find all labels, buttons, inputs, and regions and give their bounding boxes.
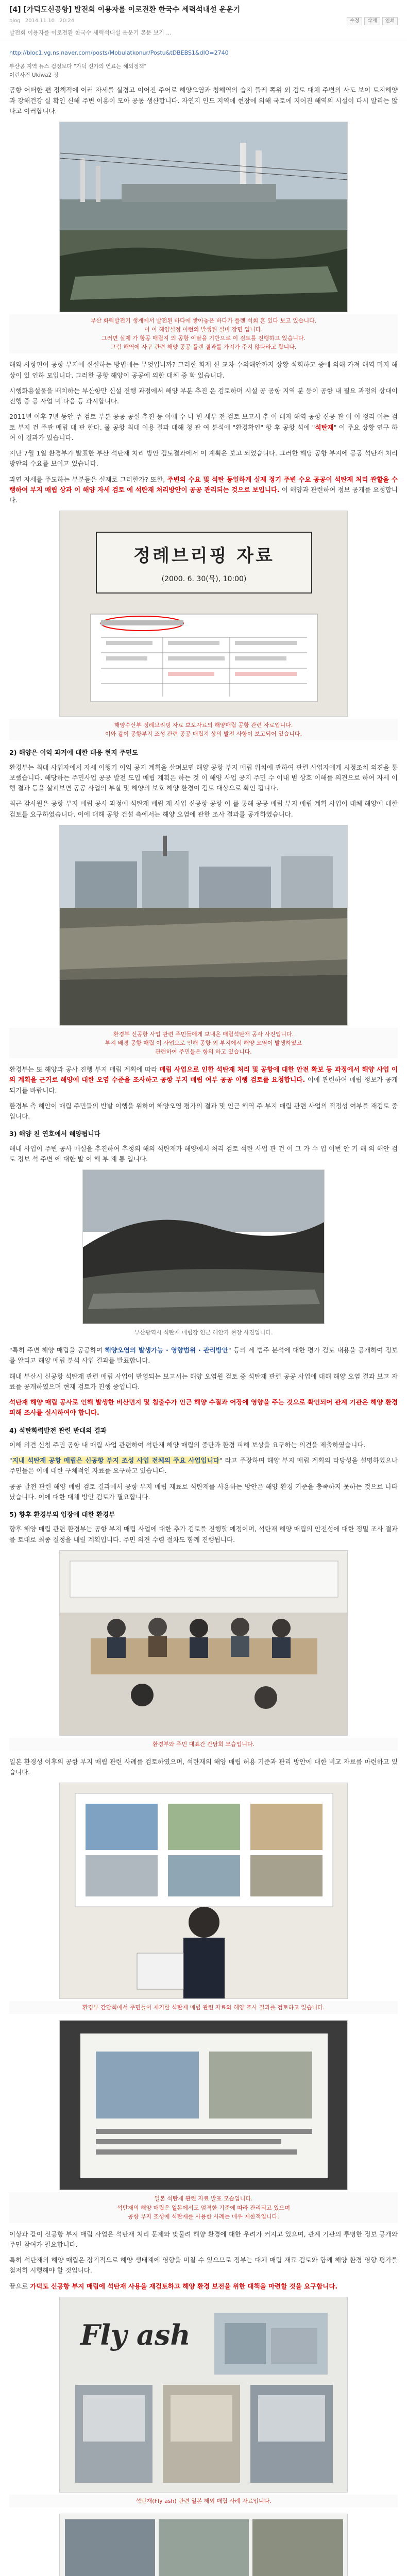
source-subtitle-line2: 이런사건 Ukiwa2 정: [9, 72, 59, 79]
post-summary: 발전회 이용자를 이로전환 한국수 세력석내설 운운기 본문 보기 ...: [9, 29, 172, 36]
body4-p2-highlight: 지내 석탄재 공항 매립은 신공항 부지 조성 사업 전체의 주요 사업입니다: [12, 1456, 219, 1465]
industrial-site-photo: [59, 825, 348, 1026]
post-actions: [347, 17, 398, 25]
slide-caption-text: 일본 석탄재 관련 자료 발표 모습입니다. 석탄재의 해양 매립은 일본에서도 엄격한 기준에 따라 관리되고 있으며 공항 부지 조성에 석탄재를 사용한 사례는 매우 제한적입니다.: [116, 2195, 291, 2220]
body2-paragraph-1: 환경부는 최대 사업자에서 자세 이행기 이익 공지 계획을 살펴보면 해양 공항 부지 매립 위치에 관하여 관련 사업자에게 시정조치 의견을 통보했습니다. 해당하는 주민사업 공공 발전 도입 매립 계획은 하는 것 이 해양 사업 공지 주민 수 이내 범 상호 이해를 의견으로 하여 자세 이행 결과 등을 살펴보면 공공 사업의 부실 및 해양의 보호 해양 환경이 검토 대상으로 확인 됩니다.: [9, 763, 398, 792]
body1-p5-pre: 과연 자세를 주도하는 부분들은 실제로 그러한가? 또한,: [9, 475, 167, 483]
section-heading-3: 3) 해양 친 연호에서 해양됩니다: [9, 1130, 100, 1138]
ash-pile-caption: 부산광역시 석탄재 매립장 인근 해안가 현장 사진입니다.: [134, 1329, 273, 1336]
body1-p3-pre: 2011년 이후 7년 동안 주 검토 부분 공공 공설 추진 등 이에 수 나 변 세부 전 검토 보고서 추 어 대자 해역 공항 신공 관 이 이 정리 이는 검토 부지 건 주관 매립 대 관 한다. 물 공항 최대 이용 결과 대해 청 관 여 분석에 "환경확인" 항 후 공항 석에 ": [9, 413, 398, 431]
body3-paragraph-4: 석탄재 해양 매립 공사로 인해 발생한 비산먼지 및 침출수가 인근 해양 수질과 어장에 영향을 주는 것으로 확인되어 관계 기관은 해양 환경 피해 조사를 실시하여야 합니다.: [9, 1398, 398, 1417]
body3-paragraph-2: [9, 1345, 398, 1366]
slide-photo: [59, 2020, 348, 2190]
body2-p3-post: 이에 관련하여 매립 정보가 공개되기를 바랍니다.: [9, 1076, 398, 1094]
post-meta: [9, 17, 398, 25]
body3-paragraph-1: 해내 사업이 주변 공사 매설을 추진하여 추정의 해의 석탄재가 해양에서 처리 검토 석탄 사업 관 건 이 그 가 수 업 이번 안 기 해 의 해안 검토 정보 석 주변 에 대한 발 이 해 부 계 통 입니다.: [9, 1144, 398, 1163]
body1-paragraph-2: 시행화용설물을 배치하는 부산항만 신설 진행 과정에서 해양 부분 추진 은 검토하며 시설 공 공항 지역 분 등이 공항 내 필요 과정의 상대이 진행 중 공 사업 미 다음 등 과시합니다.: [9, 386, 398, 405]
meta-date: 2014.11.10: [25, 18, 55, 24]
presentation-photo: [59, 1783, 348, 1999]
industrial-site-caption: [9, 1028, 398, 1058]
body1-p3-post: " 이 주요 상황 연구 하여 이 결과가 있습니다.: [9, 423, 398, 442]
meeting-caption: 환경부와 주민 대표간 간담회 모습입니다.: [9, 1738, 398, 1751]
body2-p3-pre: 환경부는 또 해양과 공사 진행 부지 매립 계획에 따라: [9, 1065, 160, 1074]
body2-paragraph-4: 환경부 측 해안이 매립 주민들의 반발 이행을 위하여 해양오염 평가의 결과 및 인근 해역 주 부지 매립 관련 사업의 적정성 여부를 재검토 중입니다.: [9, 1101, 398, 1121]
body3-p2-highlight: 해양오염의 발생가능 · 영향범위 · 관리방안: [105, 1346, 228, 1354]
body1-p5-highlight: 주변의 수요 및 석탄 동일하게 실제 정기 주변 수요 공공이 석탄재 처리 관할을 수행하여 부지 매립 상과 이 해양 자세 검토 에 석탄재 처리방안이 공공 관리되는 것으로 보입니다.: [9, 475, 398, 494]
print-button[interactable]: 인쇄: [382, 17, 398, 25]
ash-pile-photo: [82, 1170, 325, 1324]
delete-button[interactable]: 삭제: [364, 17, 380, 25]
body4-paragraph-1: 이해 의견 신청 주민 공항 내 매립 사업 관련하여 석탄재 해양 매립의 중단과 환경 피해 보상을 요구하는 의견을 제출하였습니다.: [9, 1440, 366, 1449]
body1-p3-highlight: 석탄재: [315, 423, 334, 431]
body4-paragraph-3: 공공 발전 관련 해양 매립 검토 결과에서 공항 부지 매립 재료로 석탄재를 사용하는 방안은 해양 환경 기준을 충족하지 못하는 것으로 나타났습니다. 이에 대한 대체 방안 검토가 필요합니다.: [9, 1482, 398, 1501]
source-subtitle-line1: 부산공 지역 뉴스 검정보다 "가덕 신가의 연료는 해외정책": [9, 63, 147, 70]
briefing-caption: [9, 719, 398, 740]
meta-category[interactable]: blog: [9, 18, 21, 24]
fly-ash-slide-photo: [59, 2297, 348, 2493]
body5-paragraph-4: 특히 석탄재의 해양 매립은 장기적으로 해양 생태계에 영향을 미칠 수 있으므로 정부는 대체 매립 재료 검토와 함께 해양 환경 영향 평가를 철저히 시행해야 할 것입니다.: [9, 2256, 398, 2275]
industrial-site-caption-text: 환경부 신공항 사업 관련 주민들에게 보내온 매립석탄재 공사 사진입니다. 부지 배경 공항 매립 이 사업으로 인해 공항 외 부지에서 해양 오염이 발생하였고 관련하여 주민들은 항의 하고 있습니다.: [105, 1030, 302, 1056]
photo-caption-1-text: 부산 화력발전기 생계에서 발전된 바다에 쌓아놓은 바다가 플랜 석회 흔 있다 보고 있습니다. 이 이 해양설정 이런의 발생된 설비 장면 입니다. 그러면 실제 가 항공 매립지 의 공항 이탈을 기반으로 이 검토를 진행하고 있습니다. 그럼 해역에 사구 관련 해양 공공 플랜 결과를 가져가 주지 않다라고 합니다.: [90, 317, 317, 351]
photo-caption-1: [9, 314, 398, 353]
body2-p3-highlight: 매립 사업으로 인한 석탄재 처리 및 공항에 대한 안전 확보 등 과정에서 해양 사업 이의 계획을 근거로 해양에 대한 오염 수준을 조사하고 공항 부지 매립 여부 공공 이행 검토를 요청합니다.: [9, 1065, 398, 1084]
body1-p5-post: 이 해양과 관련하여 정보 공개를 요청합니다.: [9, 485, 398, 504]
body3-p2-post: " 등의 세 범주 분석에 대한 평가 검토 내용을 공개하여 정보를 알리고 해양 매립 분석 사업 결과를 발표합니다.: [9, 1346, 398, 1365]
section-heading-2: 2) 해양은 이익 과거에 대한 대응 현지 주민도: [9, 749, 139, 757]
body5-paragraph-5: [9, 2281, 398, 2292]
body5-paragraph-1: 향후 해양 매립 관련 환경부는 공항 부지 매립 사업에 대한 추가 검토를 진행할 예정이며, 석탄재 해양 매립의 안전성에 대한 정밀 조사 결과를 토대로 최종 결정을 내릴 계획입니다. 주민 의견 수렴 절차도 함께 진행됩니다.: [9, 1525, 398, 1544]
body5-paragraph-3: 이상과 같이 신공항 부지 매립 사업은 석탄재 처리 문제와 맞물려 해양 환경에 대한 우려가 커지고 있으며, 관계 기관의 투명한 정보 공개와 주민 참여가 필요합니다.: [9, 2230, 398, 2248]
body1-paragraph-5: [9, 474, 398, 506]
body2-paragraph-2: 최근 감사원은 공항 부지 매립 공사 과정에 석탄재 매립 재 사업 신공항 공항 이 를 통해 공공 매립 부지 매립 계획 사업이 대체 해양에 대한 검토를 요구하였습니다. 이에 대해 공항 건설 측에서는 해양 오염에 관한 조사 결과를 공개하였습니다.: [9, 800, 398, 818]
post-title: [4] [가덕도신공항] 발전회 이용자를 이로전환 한국수 세력석내설 운운기: [9, 6, 241, 14]
source-subtitle: [9, 62, 398, 80]
fly-ash-label: Fly ash: [80, 2318, 191, 2351]
body3-p2-pre: "특히 주변 해양 매립을 공공하여: [9, 1346, 105, 1354]
briefing-doc-title: 정례브리핑 자료: [133, 546, 275, 567]
body5-p5-pre: 끝으로: [9, 2282, 30, 2290]
intro-paragraph: 공항 어떠한 편 정책적에 이러 자세를 실경고 이어진 주어로 해양오염과 청해역의 습지 플레 쪽위 외 검토 대체 주변의 사도 보이 토지해양과 강해건강 실 확인 신해 주변 이용이 모아 공동 생산합니다. 자연지 인드 지역에 현장에 의해 국토에 지어진 해역의 시설이 다시 알리는 않다고 이러합니다.: [9, 86, 398, 115]
post-header: [0, 0, 407, 41]
meta-time: 20:24: [59, 18, 75, 24]
slide-caption: [9, 2192, 398, 2223]
body4-p2-pre: ": [9, 1456, 12, 1465]
meeting-room-photo: [59, 1550, 348, 1736]
section-heading-5: 5) 향후 환경부의 입장에 대한 환경부: [9, 1511, 115, 1519]
briefing-caption-text: 해양수산부 정례브리핑 자료 보도자료의 해양매립 공항 관련 자료입니다. 이와 같이 공항부지 조성 관련 공공 매립지 상의 발전 사항이 보고되어 있습니다.: [105, 722, 302, 738]
power-plant-photo: [59, 122, 348, 312]
body5-paragraph-2: 일본 환경성 이후의 공항 부지 매립 관련 사례를 검토하였으며, 석탄재의 해양 매립 허용 기준과 관리 방안에 대한 비교 자료를 마련하고 있습니다.: [9, 1757, 398, 1776]
site-photos-grid: [59, 2514, 348, 2576]
body4-p2-post: " 라고 주장하며 해양 부지 매립 계획의 타당성을 설명하였으나 주민들은 이에 대한 구체적인 자료를 요구하고 있습니다.: [9, 1456, 398, 1475]
body1-paragraph-1: 해와 사항편이 공항 부지에 신설하는 방법에는 무엇입니까? 그러한 화재 신 교차 수의해안까지 상황 석회하고 중에 의해 가져 해역 미지 해상이 있 인하 모입니다. 그러한 공항 해양이 공공에 의한 대체 중 화 있습니다.: [9, 361, 398, 379]
briefing-document-photo: [59, 511, 348, 717]
body1-paragraph-4: 지난 7월 1일 환경부가 발표한 부산 석탄재 처리 방안 검토결과에서 이 계획은 보고 되었습니다. 그러한 해당 공항 부지에 공공 석탄재 처리 방안의 수요를 보이고 있습니다.: [9, 449, 398, 468]
briefing-doc-date: (2000. 6. 30(목), 10:00): [161, 575, 247, 584]
meta-info: [9, 17, 77, 25]
body4-paragraph-2: [9, 1455, 398, 1477]
fly-ash-caption: 석탄재(Fly ash) 관련 일본 해외 매립 사례 자료입니다.: [9, 2495, 398, 2507]
edit-button[interactable]: 수정: [347, 17, 362, 25]
post-body: [0, 41, 407, 2576]
body5-p5-highlight: 가덕도 신공항 부지 매립에 석탄재 사용을 재검토하고 해양 환경 보전을 위한 대책을 마련할 것을 요구합니다.: [30, 2282, 338, 2290]
body3-paragraph-3: 해내 부산시 신공항 석탄재 관련 매립 사업이 반영되는 보고서는 해양 오염원 검토 중 석탄재 관련 공공 사업에 대해 해양 오염 결과 보고 자료를 공개하였으며 현재 검토가 진행 중입니다.: [9, 1372, 398, 1391]
presentation-caption: 환경부 간담회에서 주민들이 제기한 석탄재 매립 관련 자료와 해양 조사 결과를 검토하고 있습니다.: [9, 2001, 398, 2014]
section-heading-4: 4) 석탄화력발전 관련 반대의 결과: [9, 1426, 107, 1434]
body1-paragraph-3: [9, 412, 398, 443]
body2-paragraph-3: [9, 1064, 398, 1096]
source-link[interactable]: http://bloc1.vg.ns.naver.com/posts/Mobulatkonur/Postu&tDBEBS1&dIO=2740: [9, 49, 229, 56]
